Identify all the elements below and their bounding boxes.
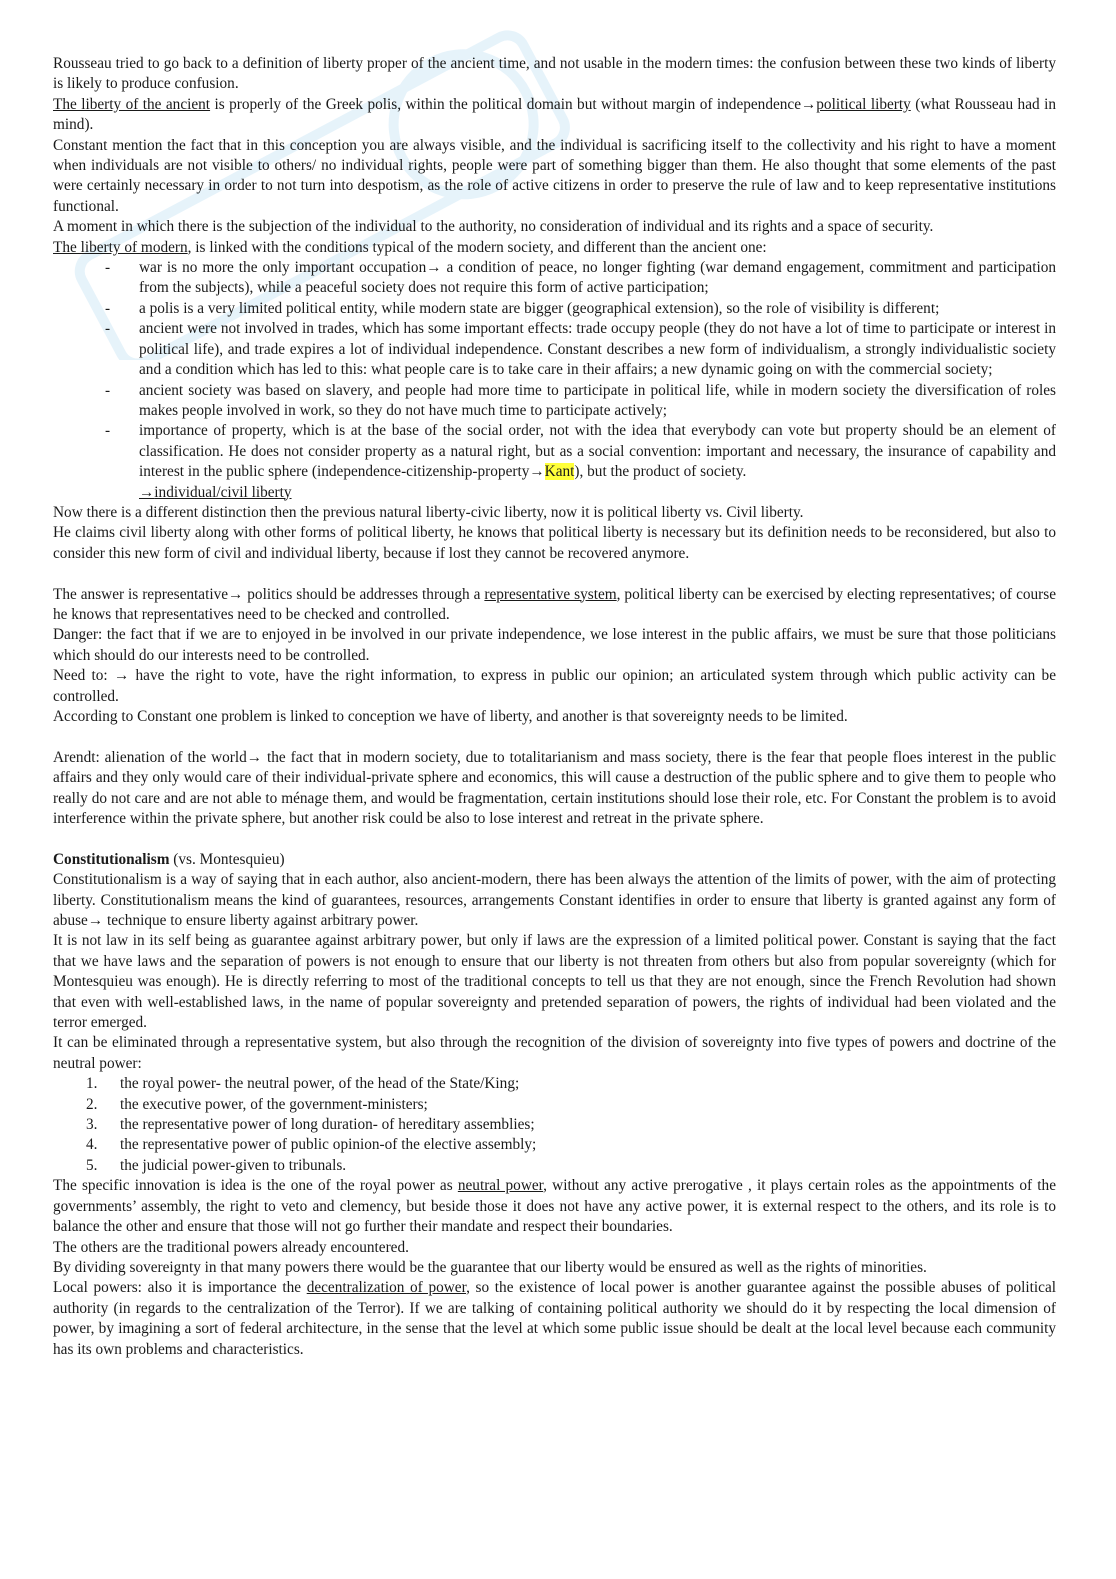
list-item: - a polis is a very limited political entity, while modern state are bigger (geographical extension), so the role of visibility is different; — [53, 299, 1056, 319]
paragraph-danger: Danger: the fact that if we are to enjoyed in be involved in our private independence, we lose interest in the public affairs, we must be sure that those politicians which should do our interests need to be controlled. — [53, 626, 1056, 664]
paragraph-sovereignty-limited: According to Constant one problem is linked to conception we have of liberty, and another is that sovereignty needs to be limited. — [53, 707, 848, 725]
paragraph-representative: The answer is representative→ politics should be addresses through a representative system, political liberty can be exercised by electing representatives; of course he knows that representatives need to be checked and controlled. — [53, 585, 1057, 623]
arrow-icon: → — [246, 748, 263, 766]
paragraph-neutral-power: The specific innovation is idea is the one of the royal power as neutral power, without any active prerogative , it plays certain roles as the appointments of the governments’ assembly, the right to veto and clemency, but beside those it does not have any active power, it is external respect to the others, and its role is to balance the other and ensure that those will not go further their mandate and respect their boundaries. — [53, 1177, 1056, 1236]
paragraph-modern-liberty: The liberty of modern, is linked with the conditions typical of the modern society, and different than the ancient one: — [53, 238, 767, 256]
paragraph-rousseau: Rousseau tried to go back to a definition of liberty proper of the ancient time, and not usable in the modern times: the confusion between these two kinds of liberty is likely to produce confusion. — [53, 55, 1056, 93]
paragraph-ancient-liberty: The liberty of the ancient is properly of the Greek polis, within the political domain but without margin of independence→political liberty (what Rousseau had in mind). — [53, 95, 1056, 134]
term-ancient-liberty: The liberty of the ancient — [53, 95, 211, 113]
arrow-icon: → — [113, 667, 130, 685]
paragraph-arendt: Arendt: alienation of the world→ the fact that in modern society, due to totalitarianism and mass society, there is the fear that people floes interest in the public affairs and they only would care of their individual-private sphere and economics, this will cause a destruction of the public sphere and to give them to people who really do not care and are not able to ménage them, and would be fragmentation, certain institutions should lose their role, etc. For Constant the problem is to avoid interference within the private sphere, but another risk could be also to lose interest and retreat in the private sphere. — [53, 748, 1056, 827]
list-item: - war is no more the only important occupation→ a condition of peace, no longer fighting (war demand engagement, commitment and participation from the subjects), while a peaceful society does not require this form of active participation; — [53, 258, 1056, 299]
arrow-icon: → — [426, 259, 442, 277]
arrow-icon: → — [800, 95, 817, 113]
highlight-kant: Kant — [544, 463, 575, 481]
paragraph-civil-liberty-claim: He claims civil liberty along with other forms of political liberty, he knows that political liberty is necessary but its definition needs to be reconsidered, but also to consider this new form of civil and individual liberty, because if lost they cannot be recovered anymore. — [53, 524, 1056, 562]
paragraph-constitutionalism: Constitutionalism is a way of saying that in each author, also ancient-modern, there has been always the attention of the limits of power, with the aim of protecting liberty. Constitutionalism means the kind of guarantees, resources, arrangements Constant identifies in order to ensure that liberty is granted against any form of abuse→ technique to ensure liberty against arbitrary power. — [53, 871, 1056, 930]
term-political-liberty: political liberty — [816, 95, 911, 113]
list-item: 3. the representative power of long duration- of hereditary assemblies; — [86, 1116, 535, 1134]
paragraph-need-to: Need to: → have the right to vote, have the right information, to express in public our opinion; an articulated system through which public activity can be controlled. — [53, 667, 1056, 705]
paragraph-subjection: A moment in which there is the subjection of the individual to the authority, no consideration of individual and its rights and a space of security. — [53, 218, 934, 236]
list-item: - ancient were not involved in trades, which has some important effects: trade occupy people (they do not have a lot of time to participate or interest in political life), and trade expires a lot of individual independence. Constant describes a new form of individualism, a strongly individualistic society and a condition which has led to this: what people care is to take care in their affairs; a new dynamic going on with the commercial society; — [53, 319, 1056, 380]
document-page — [53, 54, 1056, 1360]
civil-liberty-conclusion: →individual/civil liberty — [139, 483, 292, 501]
powers-list — [53, 1074, 1056, 1176]
modern-conditions-list — [53, 258, 1056, 482]
paragraph-dividing-sovereignty: By dividing sovereignty in that many powers there would be the guarantee that our liberty would be ensured as well as the rights of minorities. — [53, 1258, 927, 1276]
paragraph-division-sovereignty: It can be eliminated through a representative system, but also through the recognition of the division of sovereignty into five types of powers and doctrine of the neutral power: — [53, 1034, 1056, 1072]
paragraph-law-guarantee: It is not law in its self being as guarantee against arbitrary power, but only if laws are the expression of a limited political power. Constant is saying that the fact that we have laws and the separation of powers is not enough to ensure that our liberty is not threaten from others but also from popular sovereignty (which for Montesquieu was enough). He is directly referring to most of the traditional concepts to tell us that they are not enough, since the French Revolution had shown that even with well-established laws, in the name of popular sovereignty and pretended separation of powers, the rights of individual had been violated and the terror emerged. — [53, 932, 1056, 1032]
arrow-icon: → — [139, 483, 155, 501]
paragraph-constant-visibility: Constant mention the fact that in this conception you are always visible, and the individual is sacrificing itself to the collectivity and his right to have a moment when individuals are not visible to others/ no individual rights, people were part of something bigger than them. He also thought that some elements of the past were certainly necessary in order to not turn into despotism, as the role of active citizens in order to preserve the rule of law and to keep representative institutions functional. — [53, 136, 1056, 215]
term-modern-liberty: The liberty of modern — [53, 238, 188, 256]
term-representative-system: representative system — [484, 585, 617, 603]
term-neutral-power: neutral power — [457, 1177, 544, 1195]
paragraph-distinction: Now there is a different distinction then the previous natural liberty-civic liberty, now it is political liberty vs. Civil liberty. — [53, 503, 804, 521]
list-item: - importance of property, which is at the base of the social order, not with the idea that everybody can vote but property should be an element of classification. He does not consider property as a natural right, but as a social convention: important and necessary, the insurance of capability and interest in the public sphere (independence-citizenship-property→Kant), but the product of society. — [53, 421, 1056, 482]
list-item: - ancient society was based on slavery, and people had more time to participate in political life, while in modern society the diversification of roles makes people involved in work, so they do not have much time to participate actively; — [53, 381, 1056, 422]
list-item: 4. the representative power of public opinion-of the elective assembly; — [86, 1136, 537, 1154]
arrow-icon: → — [228, 585, 244, 603]
paragraph-local-powers: Local powers: also it is importance the decentralization of power, so the existence of local power is another guarantee against the possible abuses of political authority (in regards to the centralization of the Terror). If we are talking of containing political authority we should do it by respecting the local dimension of power, by imagining a sort of federal architecture, in the sense that the level at which some public issue should be dealt at the local level because each community has its own problems and characteristics. — [53, 1279, 1056, 1358]
list-item: 2. the executive power, of the government-ministers; — [86, 1095, 428, 1113]
list-item: 1. the royal power- the neutral power, of the head of the State/King; — [86, 1075, 520, 1093]
arrow-icon: → — [529, 463, 545, 481]
term-decentralization: decentralization of power — [306, 1279, 467, 1297]
list-item: 5. the judicial power-given to tribunals. — [86, 1156, 347, 1174]
arrow-icon: → — [87, 912, 104, 930]
paragraph-traditional-powers: The others are the traditional powers already encountered. — [53, 1238, 409, 1256]
section-heading-constitutionalism: Constitutionalism (vs. Montesquieu) — [53, 850, 285, 868]
